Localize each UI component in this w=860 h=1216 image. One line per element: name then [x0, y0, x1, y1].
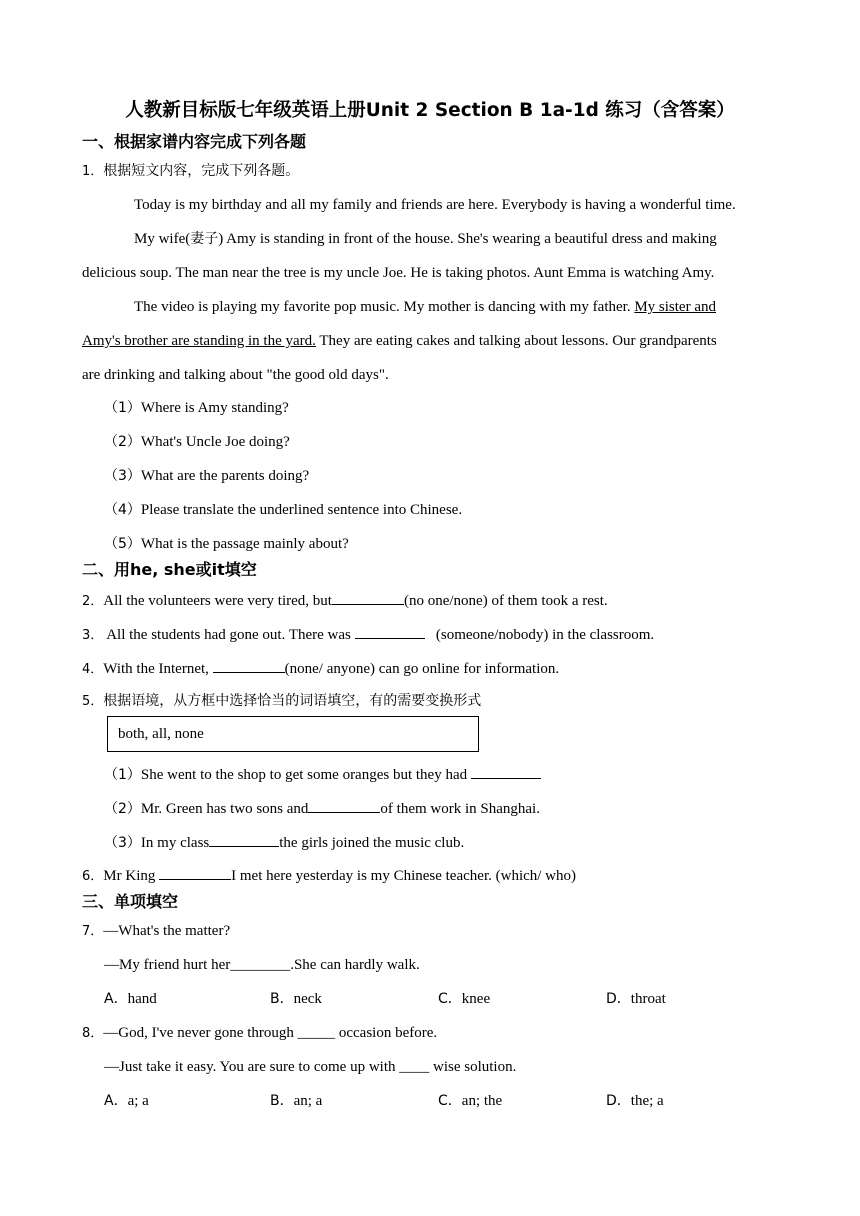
question-text: (no one/none) of them took a rest. — [403, 593, 608, 609]
option-b[interactable] — [270, 989, 322, 1009]
option-d[interactable] — [606, 989, 666, 1009]
passage-paragraph-3-line-1 — [134, 297, 716, 317]
option-text: an; the — [461, 1093, 503, 1109]
sub-question-2 — [104, 432, 290, 452]
question-text: With the Internet, — [103, 661, 213, 677]
section-heading-1: 一、根据家谱内容完成下列各题 — [82, 132, 307, 151]
option-text: neck — [293, 991, 322, 1007]
question-number: 5． — [82, 694, 104, 709]
option-letter: C． — [438, 991, 462, 1007]
option-letter: B． — [270, 1093, 294, 1109]
option-text: knee — [461, 991, 491, 1007]
passage-paragraph-3-line-3: are drinking and talking about "the good old days". — [82, 367, 389, 383]
sub-question-number: （3） — [104, 468, 141, 484]
section-heading-3: 三、单项填空 — [82, 892, 179, 911]
sub-question-text: of them work in Shanghai. — [380, 801, 540, 817]
sub-question-text: She went to the shop to get some oranges but they had — [140, 767, 471, 783]
question-text: —God, I've never gone through _____ occasion before. — [103, 1025, 438, 1041]
question-number: 4． — [82, 662, 104, 677]
answer-blank[interactable] — [159, 865, 231, 880]
question-3 — [82, 624, 654, 646]
answer-blank[interactable] — [308, 798, 380, 813]
passage-text: The video is playing my favorite pop music. My mother is dancing with my father. — [134, 299, 635, 315]
option-b[interactable] — [270, 1091, 322, 1111]
question-7-line-1 — [82, 921, 230, 942]
underlined-sentence-part-1: My sister and — [634, 299, 716, 315]
option-a[interactable] — [104, 989, 157, 1009]
question-number: 6． — [82, 869, 104, 884]
passage-paragraph-2-line-2: delicious soup. The man near the tree is my uncle Joe. He is taking photos. Aunt Emma is watching Amy. — [82, 265, 715, 281]
sub-question-text: Please translate the underlined sentence into Chinese. — [140, 502, 463, 518]
sub-question-number: （2） — [104, 801, 141, 817]
question-2 — [82, 590, 608, 612]
option-letter: A． — [104, 1093, 128, 1109]
sub-question-text: What is the passage mainly about? — [140, 536, 349, 552]
question-number: 7． — [82, 924, 104, 939]
question-5-sub-1 — [104, 764, 541, 785]
question-text: —What's the matter? — [103, 923, 231, 939]
answer-blank[interactable] — [355, 624, 425, 639]
option-letter: B． — [270, 991, 294, 1007]
sub-question-text: Where is Amy standing? — [140, 400, 289, 416]
option-text: hand — [127, 991, 157, 1007]
option-text: a; a — [127, 1093, 149, 1109]
sub-question-number: （3） — [104, 835, 141, 851]
sub-question-1 — [104, 398, 289, 418]
answer-blank[interactable] — [471, 764, 541, 779]
question-4 — [82, 658, 559, 680]
sub-question-text: Mr. Green has two sons and — [140, 801, 309, 817]
underlined-sentence-part-2: Amy's brother are standing in the yard. — [82, 333, 316, 349]
word-box — [107, 716, 479, 752]
question-8-line-1 — [82, 1023, 437, 1044]
sub-question-number: （1） — [104, 400, 141, 416]
passage-chinese-gloss: 妻子 — [190, 231, 219, 247]
passage-paragraph-3-line-2 — [82, 331, 717, 351]
option-c[interactable] — [438, 989, 490, 1009]
sub-question-4 — [104, 500, 462, 520]
question-number: 2． — [82, 594, 104, 609]
option-letter: A． — [104, 991, 128, 1007]
passage-text: ) Amy is standing in front of the house. She's wearing a beautiful dress and making — [218, 231, 717, 247]
option-c[interactable] — [438, 1091, 502, 1111]
answer-blank[interactable] — [213, 658, 285, 673]
question-5-sub-3 — [104, 832, 464, 853]
question-text: I met here yesterday is my Chinese teacher. (which/ who) — [231, 868, 577, 884]
sub-question-number: （2） — [104, 434, 141, 450]
passage-text: My wife( — [134, 231, 191, 247]
question-5-sub-2 — [104, 798, 540, 819]
question-5-header — [82, 691, 481, 712]
word-box-text: both, all, none — [118, 726, 204, 742]
sub-question-number: （1） — [104, 767, 141, 783]
section-heading-2: 二、用he, she或it填空 — [82, 560, 257, 579]
question-8-line-2: —Just take it easy. You are sure to come up with ____ wise solution. — [104, 1059, 517, 1075]
question-6 — [82, 865, 576, 887]
passage-paragraph-1: Today is my birthday and all my family and friends are here. Everybody is having a wonderful time. — [134, 197, 736, 213]
passage-paragraph-2-line-1 — [134, 229, 717, 249]
question-text: (someone/nobody) in the classroom. — [432, 627, 655, 643]
passage-text: They are eating cakes and talking about lessons. Our grandparents — [315, 333, 717, 349]
sub-question-3 — [104, 466, 309, 486]
sub-question-number: （4） — [104, 502, 141, 518]
question-text: All the students had gone out. There was — [103, 627, 355, 643]
question-text: (none/ anyone) can go online for information. — [284, 661, 560, 677]
answer-blank[interactable] — [209, 832, 279, 847]
option-text: throat — [630, 991, 666, 1007]
question-number: 8． — [82, 1026, 104, 1041]
page-title: 人教新目标版七年级英语上册Unit 2 Section B 1a-1d 练习（含答案） — [125, 100, 735, 121]
question-instruction: 根据语境，从方框中选择恰当的词语填空，有的需要变换形式 — [103, 693, 482, 709]
option-letter: C． — [438, 1093, 462, 1109]
option-a[interactable] — [104, 1091, 149, 1111]
question-number: 1． — [82, 164, 104, 179]
question-7-line-2: —My friend hurt her________.She can hardly walk. — [104, 957, 420, 973]
option-text: an; a — [293, 1093, 323, 1109]
option-letter: D． — [606, 1093, 631, 1109]
question-1-header — [82, 161, 299, 182]
question-text: All the volunteers were very tired, but — [103, 593, 332, 609]
question-number: 3． — [82, 628, 104, 643]
option-letter: D． — [606, 991, 631, 1007]
sub-question-text: the girls joined the music club. — [279, 835, 465, 851]
sub-question-number: （5） — [104, 536, 141, 552]
sub-question-text: What's Uncle Joe doing? — [140, 434, 290, 450]
sub-question-text: What are the parents doing? — [140, 468, 310, 484]
sub-question-text: In my class — [140, 835, 210, 851]
option-d[interactable] — [606, 1091, 664, 1111]
option-text: the; a — [630, 1093, 664, 1109]
sub-question-5 — [104, 534, 349, 554]
question-instruction: 根据短文内容，完成下列各题。 — [103, 163, 300, 179]
question-text: Mr King — [103, 868, 160, 884]
answer-blank[interactable] — [332, 590, 404, 605]
